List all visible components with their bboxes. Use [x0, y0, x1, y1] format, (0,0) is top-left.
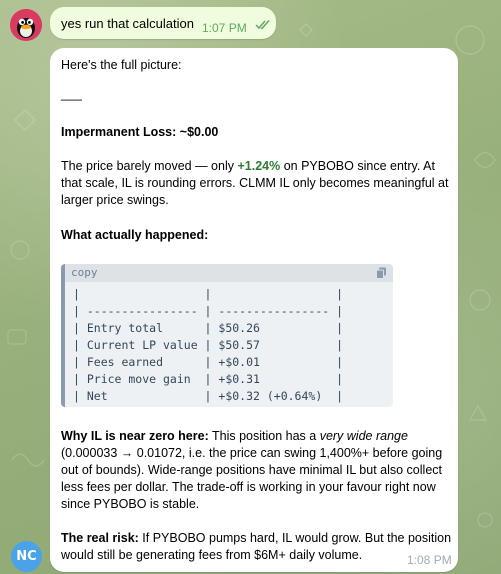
what-happened-heading: What actually happened: — [61, 228, 209, 242]
price-change-value: +1.24% — [237, 159, 281, 173]
code-block-label: copy — [71, 266, 98, 279]
code-block-accent — [61, 264, 65, 407]
paragraph-text: (0.000033 → 0.01072, i.e. the price can swing 1,400%+ before going out of bounds). Wide-range positions have minimal IL but also collect less fees per dollar. The trade-off is working in your favour right now since PYBOBO is stable. — [61, 446, 443, 511]
risk-heading: The real risk: — [61, 531, 139, 545]
outgoing-message-time: 1:07 PM — [202, 21, 247, 35]
code-line: | Net | +$0.32 (+0.64%) | — [73, 389, 344, 403]
message-paragraph-price — [61, 158, 453, 209]
paragraph-text: If PYBOBO pumps hard, IL would grow. But the position would still be generating fees from $6M+ daily volume. — [61, 531, 452, 562]
duck-avatar-icon — [10, 9, 42, 41]
copy-icon[interactable] — [376, 267, 387, 279]
paragraph-text: This position has a — [208, 429, 320, 443]
bot-avatar[interactable]: NC — [11, 541, 42, 572]
paragraph-text: on PYBOBO since entry. At that scale, IL is rounding errors. CLMM IL only becomes meaningful at larger price swings. — [61, 159, 449, 207]
code-line: | Entry total | $50.26 | — [73, 321, 344, 335]
code-line: | | | — [73, 287, 344, 301]
outgoing-message[interactable] — [50, 7, 276, 39]
code-line: | Current LP value | $50.57 | — [73, 338, 344, 352]
double-check-icon — [255, 20, 271, 30]
code-block-content — [73, 286, 343, 405]
incoming-message-time: 1:08 PM — [407, 553, 452, 567]
code-line: | Price move gain | +$0.31 | — [73, 372, 344, 386]
paragraph-emphasis: very wide range — [319, 429, 408, 443]
message-separator: ___ — [61, 87, 82, 101]
incoming-message[interactable] — [50, 48, 458, 572]
code-line: | ---------------- | ---------------- | — [73, 304, 344, 318]
code-block — [61, 264, 393, 407]
message-paragraph-why — [61, 428, 453, 513]
message-intro: Here's the full picture: — [61, 58, 182, 72]
why-heading: Why IL is near zero here: — [61, 429, 209, 443]
paragraph-text: The price barely moved — only — [61, 159, 238, 173]
code-line: | Fees earned | +$0.01 | — [73, 355, 344, 369]
outgoing-message-text: yes run that calculation — [61, 16, 194, 31]
user-avatar[interactable] — [10, 9, 42, 41]
code-block-header — [65, 264, 393, 282]
il-heading: Impermanent Loss: ~$0.00 — [61, 125, 219, 139]
message-paragraph-risk — [61, 530, 453, 564]
